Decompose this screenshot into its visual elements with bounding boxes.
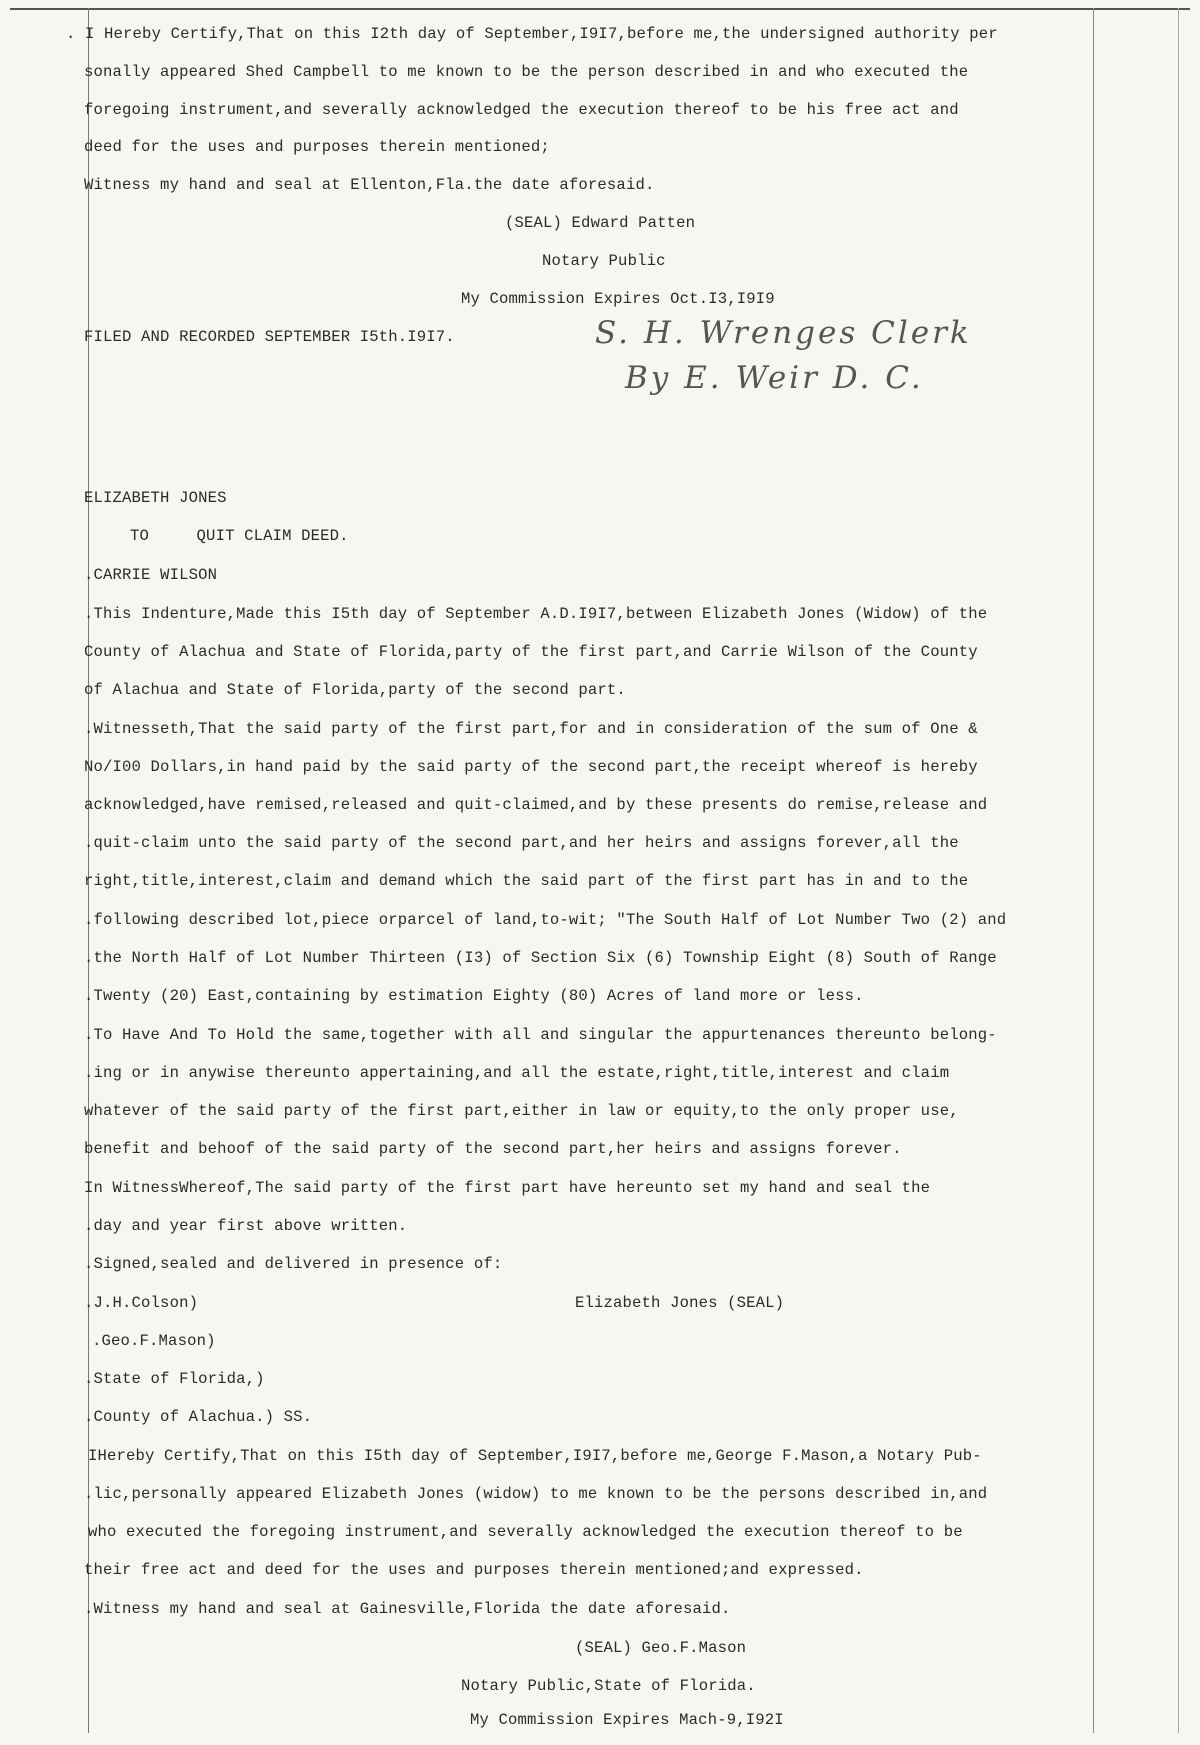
deed-body-line: County of Alachua and State of Florida,party of the first part,and Carrie Wilson of the County [84, 643, 978, 661]
certificate-top-line: foregoing instrument,and severally acknowledged the execution thereof to be his free act and [84, 101, 959, 119]
notary-title: Notary Public,State of Florida. [461, 1677, 756, 1695]
deputy-clerk-signature: By E. Weir D. C. [625, 360, 924, 396]
deed-body-line: .To Have And To Hold the same,together with all and singular the appurtenances thereunto belong- [84, 1026, 997, 1044]
notary-seal-line: (SEAL) Edward Patten [505, 214, 696, 232]
deed-body-line: whatever of the said party of the first part,either in law or equity,to the only proper use, [84, 1102, 959, 1120]
clerk-signature: S. H. Wrenges Clerk [595, 315, 972, 351]
deed-body-line: benefit and behoof of the said party of the second part,her heirs and assigns forever. [84, 1140, 902, 1158]
state-line: .State of Florida,) [84, 1370, 265, 1388]
deed-body-line: .ing or in anywise thereunto appertaining,and all the estate,right,title,interest and claim [84, 1064, 950, 1082]
certificate-bottom-line: IHereby Certify,That on this I5th day of September,I9I7,before me,George F.Mason,a Notary Pub- [88, 1447, 982, 1465]
deed-body-line: .This Indenture,Made this I5th day of September A.D.I9I7,between Elizabeth Jones (Widow) of the [84, 605, 988, 623]
certificate-top-line: Witness my hand and seal at Ellenton,Fla.the date aforesaid. [84, 176, 655, 194]
notary-seal-line: (SEAL) Geo.F.Mason [575, 1639, 747, 1657]
notary-commission: My Commission Expires Mach-9,I92I [470, 1711, 784, 1729]
top-border-rule [10, 8, 1190, 10]
certificate-bottom-line: .Witness my hand and seal at Gainesville,Florida the date aforesaid. [84, 1600, 731, 1618]
certificate-top-line: . I Hereby Certify,That on this I2th day of September,I9I7,before me,the undersigned authority per [66, 25, 998, 43]
deed-body-line: .Twenty (20) East,containing by estimation Eighty (80) Acres of land more or less. [84, 987, 864, 1005]
deed-body-line: .quit-claim unto the said party of the second part,and her heirs and assigns forever,all the [84, 834, 959, 852]
county-line: .County of Alachua.) SS. [84, 1408, 313, 1426]
certificate-top-line: deed for the uses and purposes therein mentioned; [84, 138, 550, 156]
grantee-name: .CARRIE WILSON [84, 566, 218, 584]
deed-body-line: .following described lot,piece orparcel of land,to-wit; "The South Half of Lot Number Two (2) and [84, 911, 1007, 929]
notary-commission: My Commission Expires Oct.I3,I9I9 [461, 290, 775, 308]
deed-body-line: .day and year first above written. [84, 1217, 408, 1235]
grantor-name: ELIZABETH JONES [84, 489, 227, 507]
certificate-bottom-line: their free act and deed for the uses and purposes therein mentioned;and expressed. [84, 1561, 864, 1579]
witness-2: .Geo.F.Mason) [92, 1332, 216, 1350]
deed-body-line: In WitnessWhereof,The said party of the first part have hereunto set my hand and seal the [84, 1179, 931, 1197]
deed-body-line: .Witnesseth,That the said party of the first part,for and in consideration of the sum of One & [84, 720, 978, 738]
deed-body-line: acknowledged,have remised,released and quit-claimed,and by these presents do remise,release and [84, 796, 988, 814]
deed-body-line: of Alachua and State of Florida,party of the second part. [84, 681, 626, 699]
certificate-bottom-line: who executed the foregoing instrument,and severally acknowledged the execution thereof to be [88, 1523, 963, 1541]
filed-recorded-line: FILED AND RECORDED SEPTEMBER I5th.I9I7. [84, 328, 455, 346]
certificate-top-line: sonally appeared Shed Campbell to me known to be the person described in and who executed the [84, 63, 969, 81]
certificate-bottom-line: .lic,personally appeared Elizabeth Jones (widow) to me known to be the persons described in,and [84, 1485, 988, 1503]
page-edge-rule [1178, 8, 1179, 1733]
deed-body-line: No/I00 Dollars,in hand paid by the said party of the second part,the receipt whereof is hereby [84, 758, 978, 776]
deed-body-line: .the North Half of Lot Number Thirteen (I3) of Section Six (6) Township Eight (8) South of Range [84, 949, 997, 967]
deed-body-line: .Signed,sealed and delivered in presence of: [84, 1255, 503, 1273]
grantor-signature: Elizabeth Jones (SEAL) [575, 1294, 785, 1312]
right-margin-rule [1093, 8, 1094, 1733]
notary-title: Notary Public [542, 252, 666, 270]
deed-type: TO QUIT CLAIM DEED. [130, 527, 349, 545]
witness-1: .J.H.Colson) [84, 1294, 199, 1312]
deed-body-line: right,title,interest,claim and demand which the said part of the first part has in and to the [84, 872, 969, 890]
